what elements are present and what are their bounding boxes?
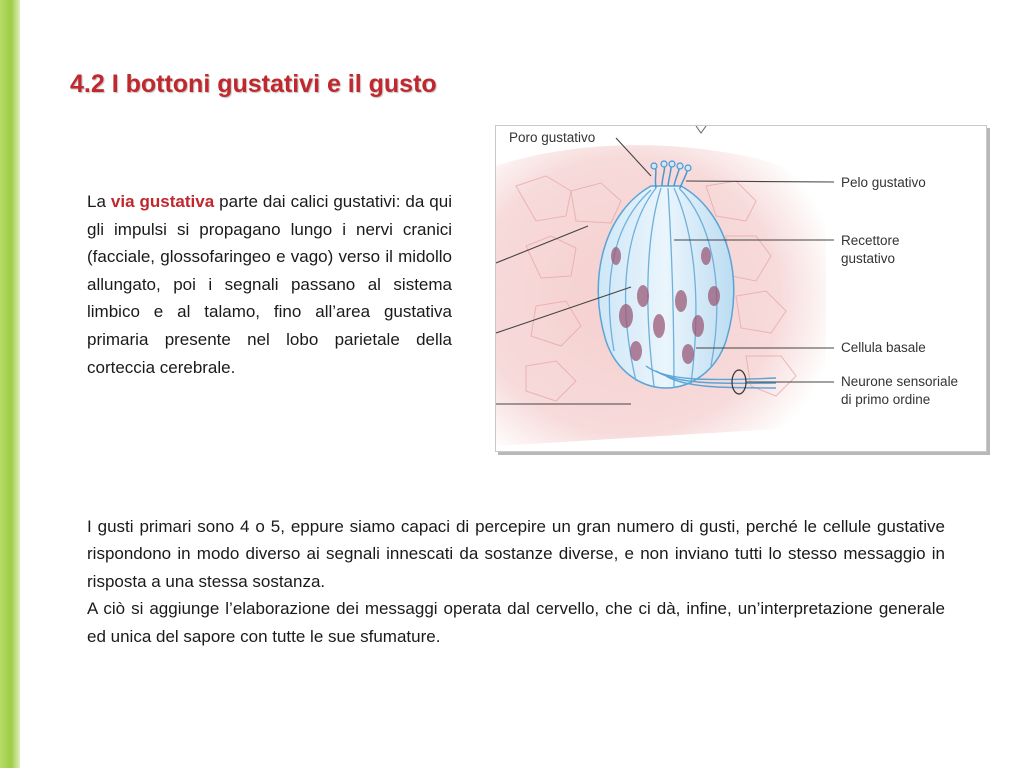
label-poro-gustativo: Poro gustativo (509, 130, 596, 145)
taste-bud-diagram (495, 125, 987, 452)
paragraph-gusti-primari: I gusti primari sono 4 o 5, eppure siamo capaci di percepire un gran numero di gusti, perché le cellule gustative rispondono in modo diverso ai segnali innescati da sostanze diverse, e non inviano tutti lo stesso messaggio in risposta a una stessa sostanza. (87, 517, 945, 591)
label-pelo-gustativo: Pelo gustativo (841, 175, 926, 190)
decorative-side-bar (0, 0, 20, 768)
label-recettore-line2: gustativo (841, 251, 896, 266)
label-neurone-line2: di primo ordine (841, 392, 931, 407)
intro-text-start: La (87, 192, 111, 211)
slide-title: 4.2 I bottoni gustativi e il gusto (70, 70, 437, 98)
top-marker (696, 126, 706, 133)
label-neurone-line1: Neurone sensoriale (841, 374, 959, 389)
intro-paragraph (87, 188, 452, 381)
intro-text-end: parte dai calici gustativi: da qui gli impulsi si propagano lungo i nervi cranici (facciale, glossofaringeo e vago) verso il midollo allungato, poi i segnali passano al sistema limbico e al talamo, fino all’area gustativa primaria presente nel lobo parietale della corteccia cerebrale. (87, 192, 452, 377)
highlight-via-gustativa: via gustativa (110, 192, 215, 211)
body-text (87, 513, 945, 650)
label-recettore-line1: Recettore (841, 233, 900, 248)
paragraph-elaborazione: A ciò si aggiunge l’elaborazione dei messaggi operata dal cervello, che ci dà, infine, un’interpretazione generale ed unica del sapore con tutte le sue sfumature. (87, 599, 945, 646)
label-cellula-basale: Cellula basale (841, 340, 926, 355)
